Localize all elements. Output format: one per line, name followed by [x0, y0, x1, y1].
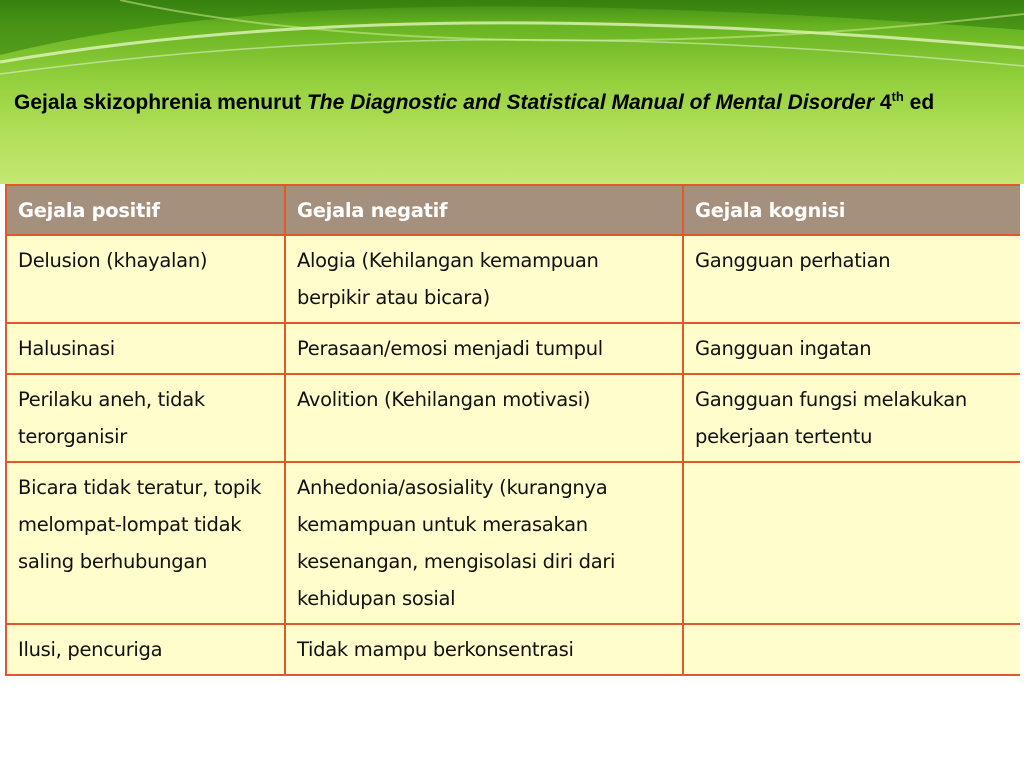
table-row: [6, 235, 1020, 323]
title-suffix: ed: [903, 91, 935, 114]
table-cell: Perasaan/emosi menjadi tumpul: [285, 323, 683, 374]
title-edition-number: 4: [874, 91, 892, 114]
table-row: [6, 323, 1020, 374]
table-cell: Gangguan fungsi melakukan pekerjaan tertentu: [683, 374, 1020, 462]
table-row: [6, 374, 1020, 462]
slide-title: [14, 87, 1004, 119]
table-cell: [683, 462, 1020, 624]
table-cell: Perilaku aneh, tidak terorganisir: [6, 374, 285, 462]
symptom-table-container: [5, 184, 1020, 768]
table-cell: Bicara tidak teratur, topik melompat-lompat tidak saling berhubungan: [6, 462, 285, 624]
title-italic-manual-name: The Diagnostic and Statistical Manual of Mental Disorder: [306, 91, 875, 114]
header-gejala-negatif: Gejala negatif: [285, 185, 683, 235]
symptom-table: [5, 184, 1020, 676]
table-cell: Delusion (khayalan): [6, 235, 285, 323]
table-cell: Anhedonia/asosiality (kurangnya kemampuan untuk merasakan kesenangan, mengisolasi diri dari kehidupan sosial: [285, 462, 683, 624]
table-header-row: [6, 185, 1020, 235]
table-cell: Avolition (Kehilangan motivasi): [285, 374, 683, 462]
table-cell: Gangguan perhatian: [683, 235, 1020, 323]
table-cell: Gangguan ingatan: [683, 323, 1020, 374]
title-prefix: Gejala skizophrenia menurut: [14, 91, 307, 114]
table-row: [6, 624, 1020, 675]
title-edition-superscript: th: [891, 89, 904, 104]
header-gejala-positif: Gejala positif: [6, 185, 285, 235]
table-cell: Halusinasi: [6, 323, 285, 374]
table-cell: Tidak mampu berkonsentrasi: [285, 624, 683, 675]
table-cell: Ilusi, pencuriga: [6, 624, 285, 675]
table-row: [6, 462, 1020, 624]
header-gejala-kognisi: Gejala kognisi: [683, 185, 1020, 235]
table-cell: [683, 624, 1020, 675]
table-cell: Alogia (Kehilangan kemampuan berpikir atau bicara): [285, 235, 683, 323]
